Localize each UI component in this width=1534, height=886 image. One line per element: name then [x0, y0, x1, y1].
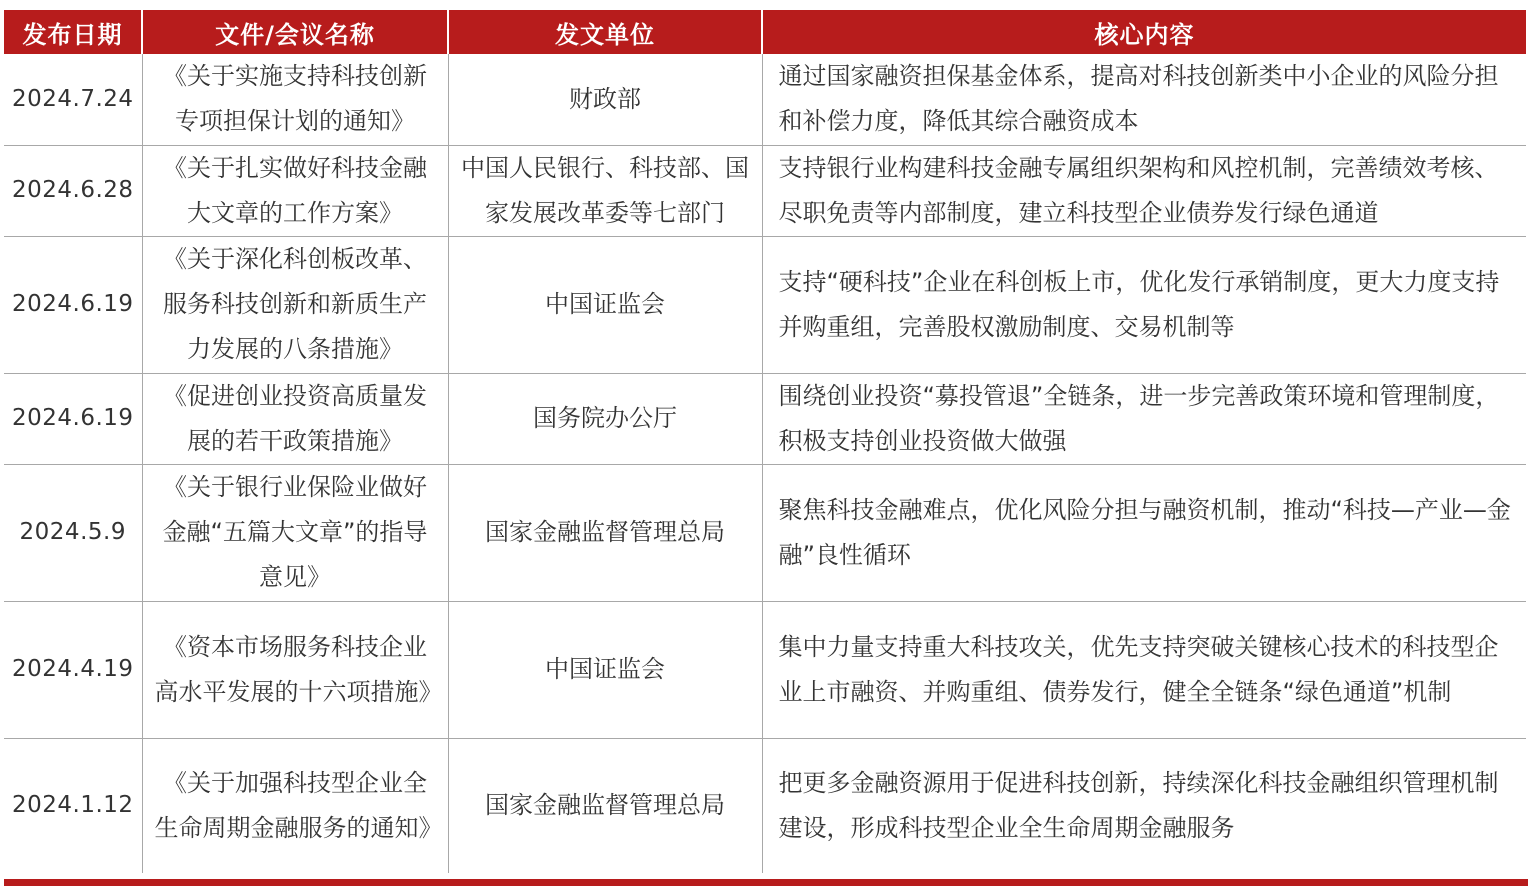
- cell-date: 2024.6.19: [4, 373, 142, 464]
- cell-date: 2024.1.12: [4, 738, 142, 873]
- cell-content: 集中力量支持重大科技攻关，优先支持突破关键核心技术的科技型企业上市融资、并购重组、债券发行，健全全链条“绿色通道”机制: [762, 601, 1526, 738]
- cell-name: 《关于扎实做好科技金融大文章的工作方案》: [142, 145, 448, 236]
- cell-name: 《资本市场服务科技企业高水平发展的十六项措施》: [142, 601, 448, 738]
- table-row: [4, 145, 1526, 236]
- cell-issuer: 中国证监会: [448, 601, 762, 738]
- cell-content: 聚焦科技金融难点，优化风险分担与融资机制，推动“科技—产业—金融”良性循环: [762, 464, 1526, 601]
- table-header: [4, 10, 1526, 54]
- cell-content: 通过国家融资担保基金体系，提高对科技创新类中小企业的风险分担和补偿力度，降低其综合融资成本: [762, 54, 1526, 145]
- cell-name: 《关于实施支持科技创新专项担保计划的通知》: [142, 54, 448, 145]
- cell-content: 把更多金融资源用于促进科技创新，持续深化科技金融组织管理机制建设，形成科技型企业全生命周期金融服务: [762, 738, 1526, 873]
- header-content: 核心内容: [762, 10, 1526, 54]
- table-row: [4, 601, 1526, 738]
- header-name: 文件/会议名称: [142, 10, 448, 54]
- cell-date: 2024.7.24: [11, 85, 134, 112]
- cell-date: 2024.6.19: [4, 236, 142, 373]
- header-row: [4, 10, 1526, 54]
- cell-date: 2024.6.28: [4, 145, 142, 236]
- cell-issuer: 国家金融监督管理总局: [448, 738, 762, 873]
- cell-issuer: 国务院办公厅: [448, 373, 762, 464]
- table-row: [4, 373, 1526, 464]
- cell-name: 《关于银行业保险业做好金融“五篇大文章”的指导意见》: [142, 464, 448, 601]
- policy-table: [4, 10, 1526, 873]
- header-issuer: 发文单位: [448, 10, 762, 54]
- header-date: 发布日期: [4, 10, 142, 54]
- cell-content: 围绕创业投资“募投管退”全链条，进一步完善政策环境和管理制度，积极支持创业投资做大做强: [762, 373, 1526, 464]
- cell-issuer: 中国人民银行、科技部、国家发展改革委等七部门: [448, 145, 762, 236]
- cell-content: 支持银行业构建科技金融专属组织架构和风控机制，完善绩效考核、尽职免责等内部制度，建立科技型企业债券发行绿色通道: [762, 145, 1526, 236]
- cell-issuer: 国家金融监督管理总局: [448, 464, 762, 601]
- cell-date: 2024.4.19: [4, 601, 142, 738]
- cell-name: 《促进创业投资高质量发展的若干政策措施》: [142, 373, 448, 464]
- cell-issuer: 财政部: [448, 54, 762, 145]
- table-row: [4, 738, 1526, 873]
- cell-name: 《关于加强科技型企业全生命周期金融服务的通知》: [142, 738, 448, 873]
- cell-content: 支持“硬科技”企业在科创板上市，优化发行承销制度，更大力度支持并购重组，完善股权激励制度、交易机制等: [762, 236, 1526, 373]
- cell-issuer: 中国证监会: [448, 236, 762, 373]
- table-row: [4, 464, 1526, 601]
- table-body: [4, 54, 1526, 873]
- table-row: [4, 236, 1526, 373]
- bottom-rule: [4, 879, 1528, 886]
- cell-name: 《关于深化科创板改革、服务科技创新和新质生产力发展的八条措施》: [142, 236, 448, 373]
- cell-date: 2024.5.9: [4, 464, 142, 601]
- table-row: [4, 54, 1526, 145]
